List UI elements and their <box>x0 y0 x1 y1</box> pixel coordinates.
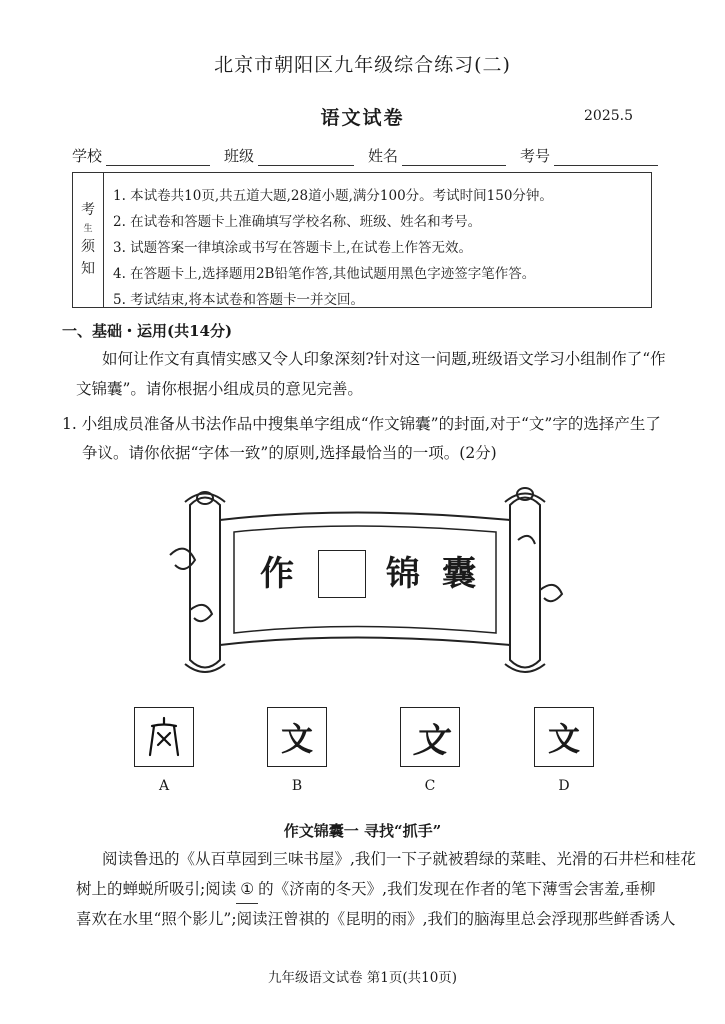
option-d-label: D <box>558 778 570 794</box>
exam-number-blank <box>554 147 658 166</box>
school-field: 学校 <box>72 145 210 166</box>
answer-blank-1: ① <box>236 875 258 904</box>
seal-script-wen-icon <box>146 715 182 759</box>
notice-item: 5. 考试结束,将本试卷和答题卡一并交回。 <box>113 292 364 308</box>
option-a-box[interactable] <box>134 707 194 767</box>
student-info-row <box>72 145 672 166</box>
notice-item: 4. 在答题卡上,选择题用2B铅笔作答,其他试题用黑色字迹签字笔作答。 <box>113 266 536 282</box>
class-field: 班级 <box>224 145 354 166</box>
exam-title: 北京市朝阳区九年级综合练习(二) <box>214 54 511 76</box>
exam-subtitle: 语文试卷 <box>320 107 405 129</box>
notice-side-label: 考 生 须 知 <box>73 173 104 307</box>
scroll-illustration <box>150 480 580 680</box>
class-blank <box>258 147 354 166</box>
notice-item: 1. 本试卷共10页,共五道大题,28道小题,满分100分。考试时间150分钟。 <box>113 188 553 204</box>
option-b-label: B <box>291 778 303 794</box>
question-1-line-2: 争议。请你依据“字体一致”的原则,选择最恰当的一项。(2分) <box>82 444 497 462</box>
notice-box <box>72 172 652 308</box>
name-blank <box>402 147 506 166</box>
notice-item: 2. 在试卷和答题卡上准确填写学校名称、班级、姓名和考号。 <box>113 214 482 230</box>
scroll-char-zuo: 作 <box>260 554 294 594</box>
tip-line-3: 喜欢在水里“照个影儿”;阅读汪曾祺的《昆明的雨》,我们的脑海里总会浮现那些鲜香诱人 <box>76 910 676 928</box>
question-1-line-1: 1. 小组成员准备从书法作品中搜集单字组成“作文锦囊”的封面,对于“文”字的选择产生了 <box>62 415 661 433</box>
exam-date: 2025.5 <box>584 108 633 124</box>
page-footer: 九年级语文试卷 第1页(共10页) <box>267 970 458 986</box>
scroll-blank-box <box>318 550 366 598</box>
tip-heading: 作文锦囊一 寻找“抓手” <box>283 822 442 840</box>
school-blank <box>106 147 210 166</box>
exam-number-field: 考号 <box>520 145 658 166</box>
tip-line-2: 树上的蝉蜕所吸引;阅读 ① 的《济南的冬天》,我们发现在作者的笔下薄雪会害羞,垂柳 <box>76 875 676 904</box>
intro-line-1: 如何让作文有真情实感又令人印象深刻?针对这一问题,班级语文学习小组制作了“作 <box>102 350 666 368</box>
option-d-box[interactable]: 文 <box>534 707 594 767</box>
name-field: 姓名 <box>368 145 506 166</box>
option-a-label: A <box>158 778 170 794</box>
option-c-box[interactable]: 文 <box>400 707 460 767</box>
tip-line-1: 阅读鲁迅的《从百草园到三味书屋》,我们一下子就被碧绿的菜畦、光滑的石井栏和桂花 <box>102 850 696 868</box>
option-c-label: C <box>424 778 436 794</box>
scroll-char-nang: 囊 <box>442 554 476 594</box>
notice-list <box>113 183 553 313</box>
option-b-box[interactable]: 文 <box>267 707 327 767</box>
section-heading: 一、基础・运用(共14分) <box>62 322 233 340</box>
scroll-char-jin: 锦 <box>386 554 420 594</box>
intro-line-2: 文锦囊”。请你根据小组成员的意见完善。 <box>76 380 363 398</box>
notice-item: 3. 试题答案一律填涂或书写在答题卡上,在试卷上作答无效。 <box>113 240 472 256</box>
